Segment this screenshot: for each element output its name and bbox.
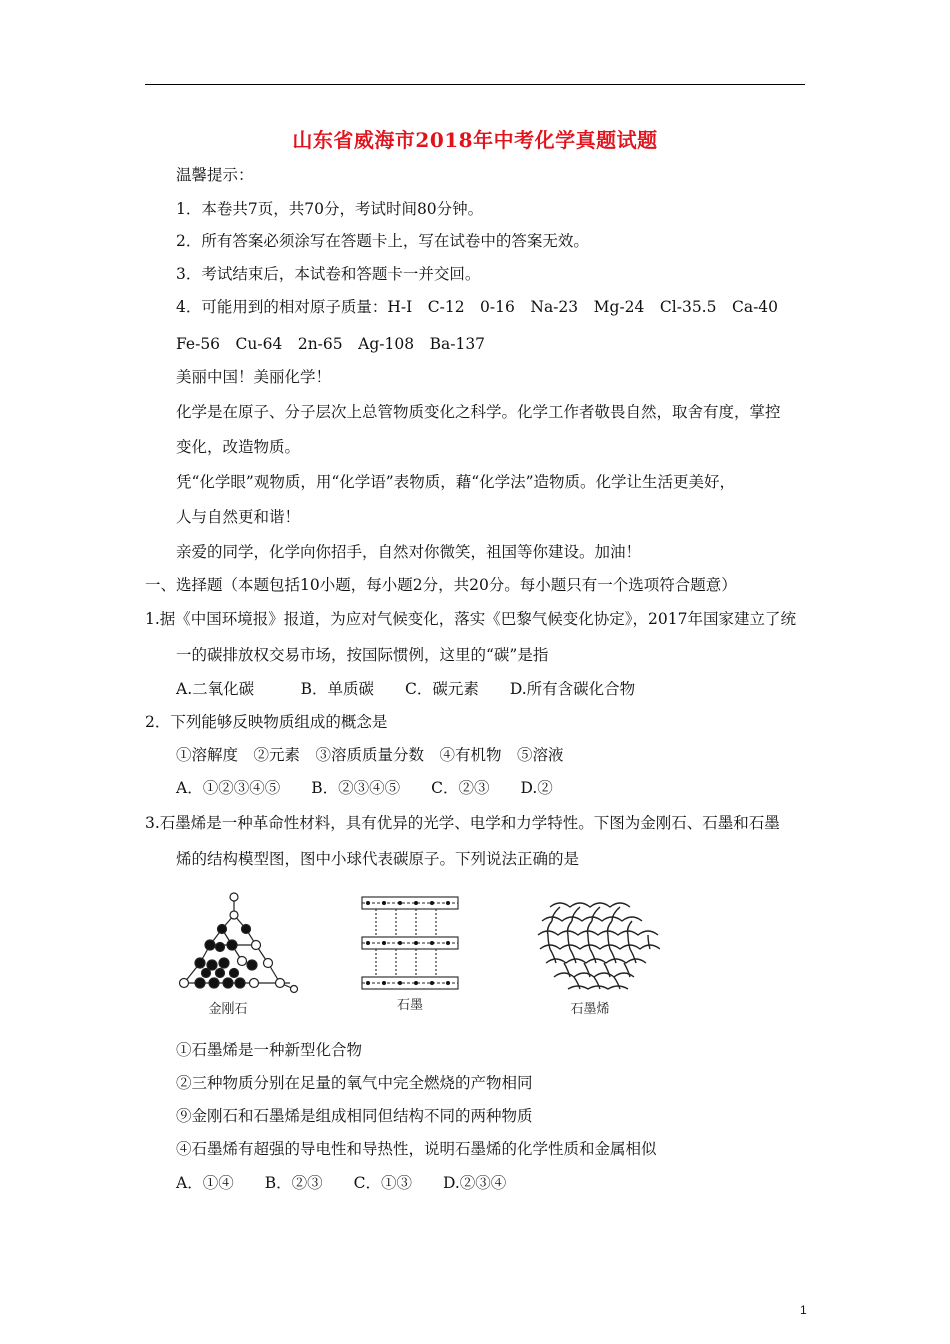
carbon-structure-figure bbox=[170, 885, 660, 1020]
q3-options: A．①④ B．②③ C．①③ D.②③④ bbox=[176, 1174, 507, 1192]
intro-line-3: 变化，改造物质。 bbox=[176, 438, 301, 456]
fig-label-graphene: 石墨烯 bbox=[570, 1002, 610, 1017]
tip-4: 4．可能用到的相对原子质量：H-I C-12 0-16 Na-23 Mg-24 Cl-35.5 Ca-40 bbox=[176, 298, 779, 316]
diamond-model bbox=[180, 893, 298, 993]
graphene-model bbox=[538, 903, 660, 989]
q2-options: A．①②③④⑤ B．②③④⑤ C．②③ D.② bbox=[176, 779, 553, 797]
q2-stem: 2．下列能够反映物质组成的概念是 bbox=[145, 713, 388, 731]
section-heading: 一、选择题（本题包括10小题，每小题2分，共20分。每小题只有一个选项符合题意） bbox=[145, 576, 737, 594]
page-title: 山东省威海市2018年中考化学真题试题 bbox=[292, 128, 658, 152]
q2-items: ①溶解度 ②元素 ③溶质质量分数 ④有机物 ⑤溶液 bbox=[176, 746, 564, 764]
tip-3: 3．考试结束后，本试卷和答题卡一并交回。 bbox=[176, 265, 481, 283]
q3-statement-2: ②三种物质分别在足量的氧气中完全燃烧的产物相同 bbox=[176, 1074, 533, 1092]
graphite-model bbox=[362, 897, 458, 989]
tip-2: 2．所有答案必须涂写在答题卡上，写在试卷中的答案无效。 bbox=[176, 232, 589, 250]
tips-heading: 温馨提示： bbox=[176, 166, 254, 184]
intro-line-4: 凭“化学眼”观物质，用“化学语”表物质，藉“化学法”造物质。化学让生活更美好， bbox=[176, 473, 736, 491]
q3-stem-2: 烯的结构模型图，图中小球代表碳原子。下列说法正确的是 bbox=[176, 850, 580, 868]
q1-stem-2: 一的碳排放权交易市场，按国际惯例，这里的“碳”是指 bbox=[176, 646, 549, 664]
q3-statement-3: ⑨金刚石和石墨烯是组成相同但结构不同的两种物质 bbox=[176, 1107, 533, 1125]
header-rule bbox=[145, 84, 805, 85]
intro-line-5: 人与自然更和谐！ bbox=[176, 508, 301, 526]
fig-label-graphite: 石墨 bbox=[396, 998, 424, 1013]
q3-stem-1: 3.石墨烯是一种革命性材料，具有优异的光学、电学和力学特性。下图为金刚石、石墨和石墨 bbox=[145, 814, 780, 832]
intro-line-2: 化学是在原子、分子层次上总管物质变化之科学。化学工作者敬畏自然，取舍有度，掌控 bbox=[176, 403, 781, 421]
tip-1: 1．本卷共7页，共70分，考试时间80分钟。 bbox=[176, 200, 484, 218]
intro-line-6: 亲爱的同学，化学向你招手，自然对你微笑，祖国等你建设。加油！ bbox=[176, 543, 642, 561]
q1-stem-1: 1.据《中国环境报》报道，为应对气候变化，落实《巴黎气候变化协定》，2017年国家建立了统 bbox=[145, 610, 796, 628]
fig-label-diamond: 金刚石 bbox=[208, 1002, 248, 1017]
q3-statement-1: ①石墨烯是一种新型化合物 bbox=[176, 1041, 363, 1059]
q3-statement-4: ④石墨烯有超强的导电性和导热性，说明石墨烯的化学性质和金属相似 bbox=[176, 1140, 657, 1158]
page-number: 1 bbox=[800, 1303, 807, 1317]
intro-line-1: 美丽中国！美丽化学！ bbox=[176, 368, 332, 386]
q1-options: A.二氧化碳 B．单质碳 C．碳元素 D.所有含碳化合物 bbox=[176, 680, 636, 698]
tip-4-cont: Fe-56 Cu-64 2n-65 Ag-108 Ba-137 bbox=[176, 335, 486, 353]
